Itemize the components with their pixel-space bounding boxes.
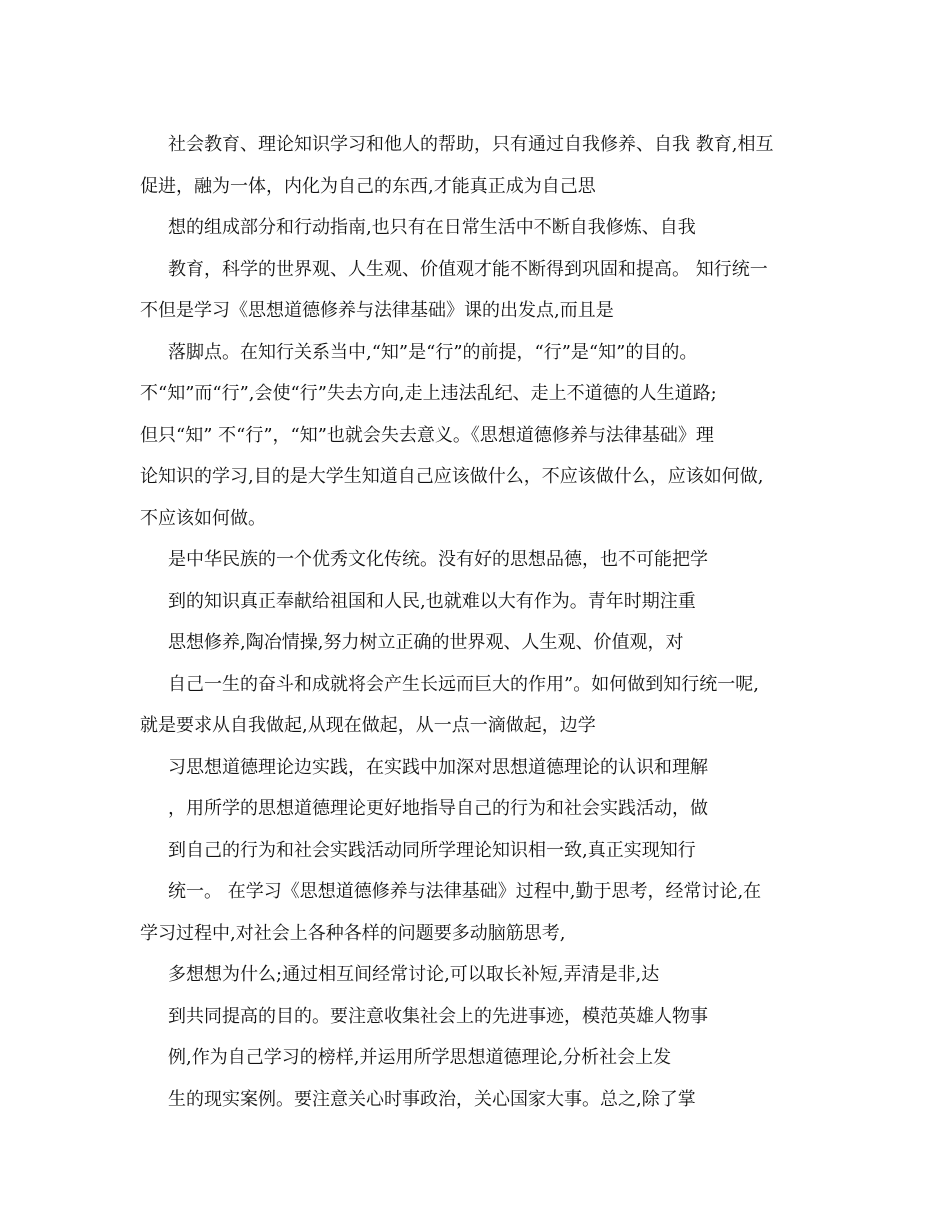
text-line: 但只“知” 不“行”，“知”也就会失去意义。《思想道德修养与法律基础》理	[140, 425, 714, 446]
text-line: ，用所学的思想道德理论更好地指导自己的行为和社会实践活动，做	[168, 798, 708, 819]
text-line: 不应该如何做。	[140, 508, 266, 529]
text-line: 促进，融为一体，内化为自己的东西,才能真正成为自己思	[140, 176, 596, 197]
text-line: 不“知”而“行”,会使“行”失去方向,走上违法乱纪、走上不道德的人生道路;	[140, 383, 717, 404]
text-line: 是中华民族的一个优秀文化传统。没有好的思想品德，也不可能把学	[168, 549, 708, 570]
text-line: 习思想道德理论边实践，在实践中加深对思想道德理论的认识和理解	[168, 757, 708, 778]
text-line: 社会教育、理论知识学习和他人的帮助，只有通过自我修养、自我 教育,相互	[168, 134, 774, 155]
text-line: 生的现实案例。要注意关心时事政治，关心国家大事。总之,除了掌	[168, 1089, 696, 1110]
text-line: 学习过程中,对社会上各种各样的问题要多动脑筋思考,	[140, 923, 566, 944]
text-line: 想的组成部分和行动指南,也只有在日常生活中不断自我修炼、自我	[168, 217, 696, 238]
text-line: 多想想为什么;通过相互间经常讨论,可以取长补短,弄清是非,达	[168, 964, 660, 985]
text-line: 论知识的学习,目的是大学生知道自己应该做什么，不应该做什么，应该如何做,	[140, 466, 764, 487]
text-line: 教育，科学的世界观、人生观、价值观才能不断得到巩固和提高。 知行统一	[168, 259, 768, 280]
text-line: 不但是学习《思想道德修养与法律基础》课的出发点,而且是	[140, 300, 614, 321]
text-line: 思想修养,陶冶情操,努力树立正确的世界观、人生观、价值观，对	[168, 632, 684, 653]
text-line: 到自己的行为和社会实践活动同所学理论知识相一致,真正实现知行	[168, 840, 696, 861]
text-line: 到的知识真正奉献给祖国和人民,也就难以大有作为。青年时期注重	[168, 591, 696, 612]
text-line: 例,作为自己学习的榜样,并运用所学思想道德理论,分析社会上发	[168, 1047, 672, 1068]
text-line: 统一。 在学习《思想道德修养与法律基础》过程中,勤于思考，经常讨论,在	[168, 881, 762, 902]
text-line: 到共同提高的目的。要注意收集社会上的先进事迹，模范英雄人物事	[168, 1006, 708, 1027]
text-line: 落脚点。在知行关系当中,“知”是“行”的前提，“行”是“知”的目的。	[168, 342, 698, 363]
text-line: 就是要求从自我做起,从现在做起，从一点一滴做起，边学	[140, 715, 596, 736]
text-line: 自己一生的奋斗和成就将会产生长远而巨大的作用”。如何做到知行统一呢,	[168, 674, 759, 695]
